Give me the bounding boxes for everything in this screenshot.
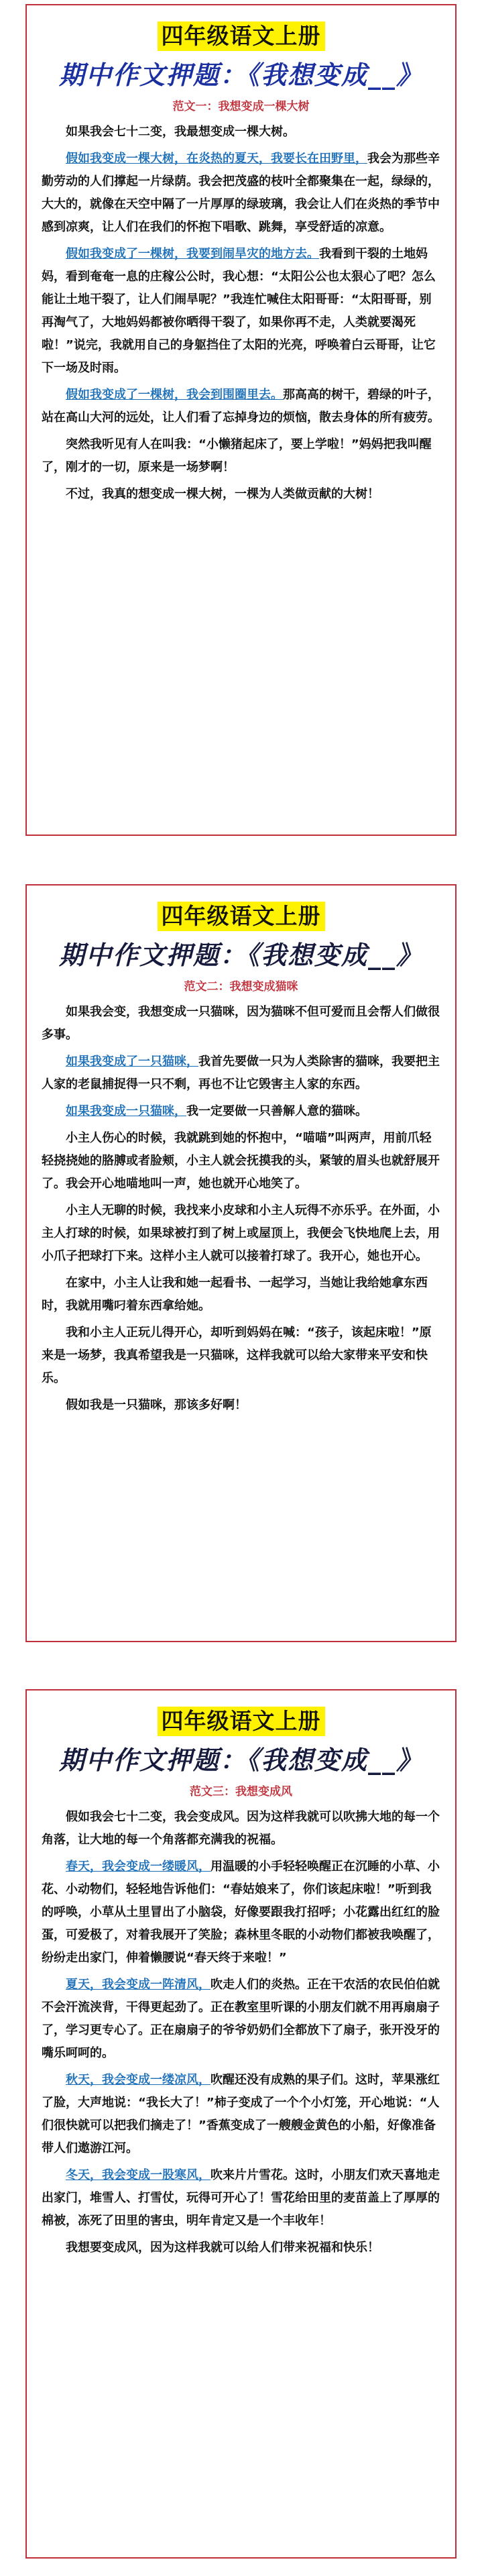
highlight-sentence: 假如我变成了一棵树，我要到闹旱灾的地方去。	[66, 247, 319, 261]
essay-prompt-title: 期中作文押题：《我想变成__》	[58, 940, 423, 970]
sample-essay-title: 范文三：我想变成风	[190, 1785, 292, 1799]
highlight-sentence: 夏天，我会变成一阵清风，	[66, 1978, 210, 1992]
paragraph	[42, 483, 440, 506]
paragraph-text: 吹走人们的炎热。正在干农活的农民伯伯就不会汗流浃背，干得更起劲了。正在教室里听课的小朋友们就不用再扇扇子了，学习更专心了。正在扇扇子的爷爷奶奶们全都放下了扇子，张开没牙的嘴乐呵呵的。	[42, 1978, 440, 2060]
paragraph-text: 如果我会七十二变，我最想变成一棵大树。	[66, 125, 295, 139]
paragraph	[42, 384, 440, 429]
sample-essay-title: 范文一：我想变成一棵大树	[172, 100, 310, 113]
paragraph-text: 吹醒还没有成熟的果子们。这时，苹果涨红了脸，大声地说：“我长大了！”柿子变成了一个个小灯笼，开心地说：“人们很快就可以把我们摘走了！”香蕉变成了一艘艘金黄色的小船，好像准备带人们遨游江河。	[42, 2073, 440, 2155]
paragraph-text: 突然我听见有人在叫我：“小懒猪起床了，要上学啦！”妈妈把我叫醒了，刚才的一切，原来是一场梦啊！	[42, 437, 432, 474]
paragraph-text: 假如我会七十二变，我会变成风。因为这样我就可以吹拂大地的每一个角落，让大地的每一个角落都充满我的祝福。	[42, 1810, 440, 1847]
paragraph	[42, 433, 440, 479]
essay-prompt-title: 期中作文押题：《我想变成__》	[58, 60, 423, 90]
highlight-sentence: 如果我变成了一只猫咪，	[66, 1055, 198, 1069]
paragraph	[42, 1974, 440, 2065]
paragraph	[42, 148, 440, 239]
paragraph-text: 小主人无聊的时候，我找来小皮球和小主人玩得不亦乐乎。在外面，小主人打球的时候，如果球被打到了树上或屋顶上，我便会飞快地爬上去，用小爪子把球打下来。这样小主人就可以接着打球了。我开心，她也开心。	[42, 1203, 440, 1263]
paragraph	[42, 2237, 440, 2259]
paragraph	[42, 2069, 440, 2160]
essay-card-3	[25, 1689, 457, 2559]
paragraph	[42, 1394, 440, 1417]
paragraph-text: 在家中，小主人让我和她一起看书、一起学习，当她让我给她拿东西时，我就用嘴叼着东西拿给她。	[42, 1276, 428, 1313]
paragraph	[42, 1272, 440, 1318]
paragraph-text: 我会为那些辛勤劳动的人们撑起一片绿荫。我会把茂盛的枝叶全都聚集在一起，绿绿的，大大的，就像在天空中隔了一片厚厚的绿玻璃，我会让人们在炎热的季节中感到凉爽，让人们在我们的怀抱下唱歌、跳舞，享受舒适的凉意。	[42, 152, 440, 234]
grade-header: 四年级语文上册	[158, 902, 325, 931]
highlight-sentence: 假如我变成了一棵树，我会到围圈里去。	[66, 388, 283, 402]
highlight-sentence: 假如我变成一棵大树，在炎热的夏天，我要长在田野里，	[66, 152, 367, 166]
paragraph-text: 我看到干裂的土地妈妈，看到奄奄一息的庄稼公公时，我心想：“太阳公公也太狠心了吧？怎么能让土地干裂了，让人们闹旱呢？”我连忙喊住太阳哥哥：“太阳哥哥，别再淘气了，大地妈妈都被你晒得干裂了，如果你再不走，人类就要渴死啦！”说完，我就用自己的身躯挡住了太阳的光亮，呼唤着白云哥哥，让它下一场及时雨。	[42, 247, 436, 375]
grade-header: 四年级语文上册	[158, 21, 325, 51]
essay-prompt-title: 期中作文押题：《我想变成__》	[58, 1745, 423, 1775]
highlight-sentence: 冬天，我会变成一股寒风，	[66, 2168, 210, 2182]
paragraph	[42, 1806, 440, 1851]
paragraph	[42, 1322, 440, 1390]
paragraph-text: 我和小主人正玩儿得开心，却听到妈妈在喊：“孩子，该起床啦！”原来是一场梦，我真希望我是一只猫咪，这样我就可以给大家带来平安和快乐。	[42, 1326, 432, 1385]
paragraph-text: 假如我是一只猫咪，那该多好啊！	[66, 1398, 247, 1412]
paragraph	[42, 1001, 440, 1046]
grade-header: 四年级语文上册	[158, 1707, 325, 1736]
paragraph	[42, 243, 440, 380]
paragraph-text: 那高高的树干，碧绿的叶子，站在高山大河的远处，让人们看了忘掉身边的烦恼，散去身体的所有疲劳。	[42, 388, 440, 425]
paragraph	[42, 2164, 440, 2233]
paragraph	[42, 1199, 440, 1268]
paragraph-text: 不过，我真的想变成一棵大树，一棵为人类做贡献的大树！	[66, 487, 379, 501]
paragraph-text: 我一定要做一只善解人意的猫咪。	[186, 1104, 367, 1118]
paragraph	[42, 1856, 440, 1970]
paragraph-text: 我首先要做一只为人类除害的猫咪，我要把主人家的老鼠捕捉得一只不剩，再也不让它毁害主人家的东西。	[42, 1055, 440, 1091]
essay-card-1	[25, 4, 457, 836]
paragraph	[42, 121, 440, 144]
paragraph	[42, 1100, 440, 1123]
paragraph-text: 小主人伤心的时候，我就跳到她的怀抱中，“喵喵”叫两声，用前爪轻轻挠挠她的胳膊或者脸颊，小主人就会抚摸我的头，紧皱的眉头也就舒展开了。我会开心地喵地叫一声，她也就开心地笑了。	[42, 1131, 440, 1191]
paragraph	[42, 1127, 440, 1195]
highlight-sentence: 春天，我会变成一缕暖风，	[66, 1860, 210, 1874]
paragraph-text: 如果我会变，我想变成一只猫咪，因为猫咪不但可爱而且会帮人们做很多事。	[42, 1005, 440, 1042]
paragraph-text: 吹来片片雪花。这时，小朋友们欢天喜地走出家门，堆雪人、打雪仗，玩得可开心了！雪花给田里的麦苗盖上了厚厚的棉被，冻死了田里的害虫，明年肯定又是一个丰收年！	[42, 2168, 440, 2228]
highlight-sentence: 秋天，我会变成一缕凉风，	[66, 2073, 210, 2087]
paragraph-text: 用温暖的小手轻轻唤醒正在沉睡的小草、小花、小动物们，轻轻地告诉他们：“春姑娘来了，你们该起床啦！”听到我的呼唤，小草从土里冒出了小脑袋，好像要跟我打招呼；小花露出红红的脸蛋，可爱极了，对着我展开了笑脸；森林里冬眠的小动物们都被我唤醒了，纷纷走出家门，伸着懒腰说“春天终于来啦！”	[42, 1860, 440, 1965]
paragraph-text: 我想要变成风，因为这样我就可以给人们带来祝福和快乐！	[66, 2241, 379, 2255]
essay-card-2	[25, 884, 457, 1642]
highlight-sentence: 如果我变成一只猫咪，	[66, 1104, 186, 1118]
paragraph	[42, 1051, 440, 1096]
sample-essay-title: 范文二：我想变成猫咪	[184, 980, 298, 994]
